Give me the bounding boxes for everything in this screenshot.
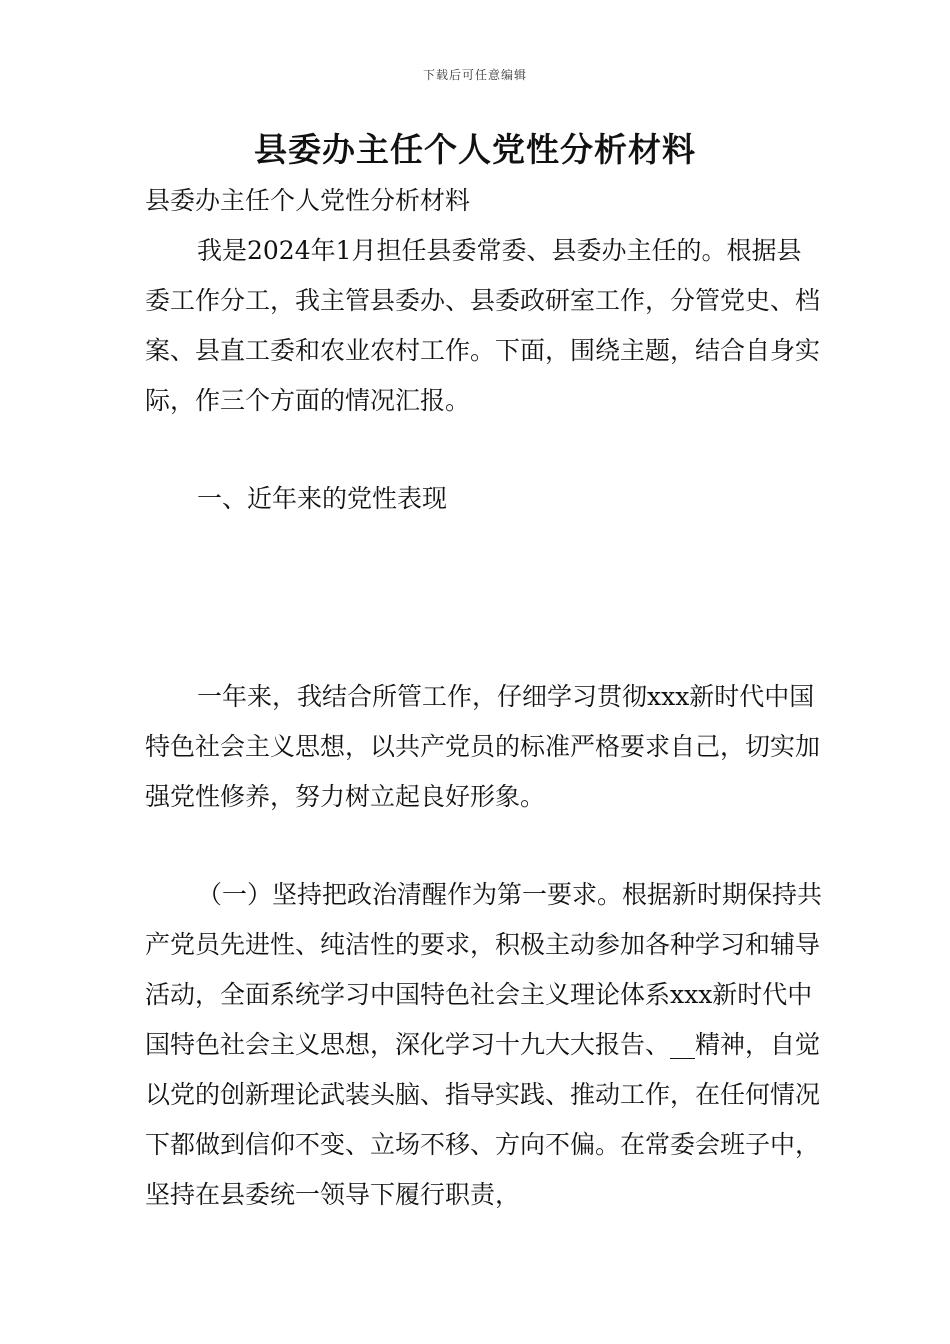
header-note: 下载后可任意编辑	[422, 68, 527, 82]
document-subtitle: 县委办主任个人党性分析材料	[145, 186, 471, 215]
intro-paragraph: 我是2024年1月担任县委常委、县委办主任的。根据县委工作分工，我主管县委办、县委政研室工作，分管党史、档案、县直工委和农业农村工作。下面，围绕主题，结合自身实际，作三个方面的情况汇报。	[145, 236, 821, 415]
document-title: 县委办主任个人党性分析材料	[254, 130, 696, 169]
section-heading-1: 一、近年来的党性表现	[197, 484, 448, 513]
summary-paragraph: 一年来，我结合所管工作，仔细学习贯彻xxx新时代中国特色社会主义思想，以共产党员的标准严格要求自己，切实加强党性修养，努力树立起良好形象。	[145, 682, 821, 811]
point-1-paragraph: （一）坚持把政治清醒作为第一要求。根据新时期保持共产党员先进性、纯洁性的要求，积极主动参加各种学习和辅导活动，全面系统学习中国特色社会主义理论体系xxx新时代中国特色社会主义思想，深化学习十九大大报告、__精神，自觉以党的创新理论武装头脑、指导实践、推动工作，在任何情况下都做到信仰不变、立场不移、方向不偏。在常委会班子中，坚持在县委统一领导下履行职责，	[145, 880, 823, 1209]
